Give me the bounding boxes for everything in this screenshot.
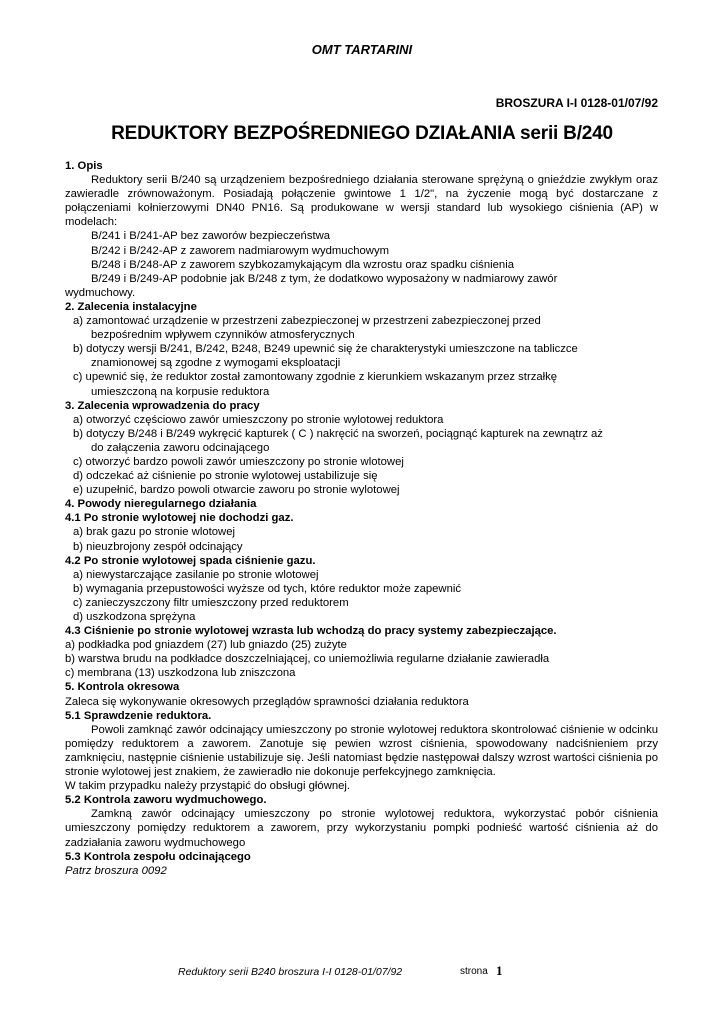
subsection-heading: 5.1 Sprawdzenie reduktora. [65, 709, 212, 722]
list-item: a) zamontować urządzenie w przestrzeni zabezpieczonej w przestrzeni zabezpieczonej przed [73, 315, 541, 328]
list-item: a) brak gazu po stronie wlotowej [73, 526, 236, 539]
section-heading: 4. Powody nieregularnego działania [65, 498, 257, 511]
list-item: b) dotyczy B/248 i B/249 wykręcić kapturek ( C ) nakręcić na sworzeń, pociągnąć kapturek na zewnątrz aż [73, 427, 603, 440]
section-heading: 2. Zalecenia instalacyjne [65, 300, 197, 313]
paragraph: Zamkną zawór odcinający umieszczony po stronie wylotowej reduktora, wykorzystać pobór ciśnienia umieszczony pomiędzy reduktorem a zaworem, przy wykorzystaniu pompki podnieść wartość ciśnienia aż do zadziałania zaworu wydmuchowego [65, 808, 658, 849]
list-item: a) niewystarczające zasilanie po stronie wlotowej [73, 568, 319, 581]
page-title: REDUKTORY BEZPOŚREDNIEGO DZIAŁANIA serii B/240 [111, 123, 613, 144]
page-number: 1 [496, 963, 503, 978]
list-item: B/242 i B/242-AP z zaworem nadmiarowym wydmuchowym [91, 244, 390, 257]
paragraph: Reduktory serii B/240 są urządzeniem bezpośredniego działania sterowane sprężyną o gnieździe zwykłym oraz zawieradle zrównoważonym. Posiadają połączenie gwintowe 1 1/2", na życzenie mogą być dostarczane z połączeniami kołnierzowymi DN40 PN16. Są produkowane w wersji standard lub wysokiego ciśnienia (AP) w modelach: [65, 174, 658, 229]
document-number: BROSZURA I-I 0128-01/07/92 [495, 96, 658, 110]
list-item: e) uzupełnić, bardzo powoli otwarcie zaworu po stronie wylotowej [73, 484, 400, 497]
section-heading: 1. Opis [65, 160, 103, 172]
list-item: d) uszkodzona sprężyna [73, 611, 196, 623]
footer-text: Reduktory serii B240 broszura I-I 0128-01/07/92 [178, 966, 403, 978]
list-item: b) nieuzbrojony zespół odcinający [73, 540, 243, 553]
list-item: b) warstwa brudu na podkładce doszczelniającej, co uniemożliwia regularne działanie zawieradła [65, 653, 550, 666]
list-item-continuation: bezpośrednim wpływem czynników atmosferycznych [91, 329, 355, 342]
document-body [65, 159, 658, 878]
list-item: b) dotyczy wersji B/241, B/242, B248, B249 upewnić się że charakterystyki umieszczone na tabliczce [73, 343, 578, 356]
subsection-heading: 5.3 Kontrola zespołu odcinającego [65, 850, 251, 863]
list-item: c) membrana (13) uszkodzona lub zniszczona [65, 667, 296, 680]
list-item: b) wymagania przepustowości wyższe od tych, które reduktor może zapewnić [73, 582, 462, 595]
list-item: a) otworzyć częściowo zawór umieszczony po stronie wylotowej reduktora [73, 413, 444, 426]
subsection-heading: 4.1 Po stronie wylotowej nie dochodzi gaz. [65, 512, 294, 525]
company-name: OMT TARTARINI [311, 42, 413, 57]
paragraph: Zaleca się wykonywanie okresowych przeglądów sprawności działania reduktora [65, 695, 469, 708]
list-item: a) podkładka pod gniazdem (27) lub gniazdo (25) zużyte [65, 639, 347, 652]
list-item: c) upewnić się, że reduktor został zamontowany zgodnie z kierunkiem wskazanym przez strzałkę [73, 371, 558, 384]
section-heading: 5. Kontrola okresowa [65, 681, 180, 694]
subsection-heading: 5.2 Kontrola zaworu wydmuchowego. [65, 794, 267, 807]
list-item: B/248 i B/248-AP z zaworem szybkozamykającym dla wzrostu oraz spadku ciśnienia [91, 258, 514, 271]
list-item-continuation: do załączenia zaworu odcinającego [91, 441, 270, 454]
section-heading: 3. Zalecenia wprowadzenia do pracy [65, 399, 260, 412]
list-item: B/241 i B/241-AP bez zaworów bezpieczeństwa [91, 230, 331, 243]
list-item: B/249 i B/249-AP podobnie jak B/248 z tym, że dodatkowo wyposażony w nadmiarowy zawór [91, 272, 558, 285]
subsection-heading: 4.2 Po stronie wylotowej spada ciśnienie gazu. [65, 554, 316, 567]
list-item-continuation: wydmuchowy. [65, 286, 136, 299]
list-item: d) odczekać aż ciśnienie po stronie wylotowej ustabilizuje się [73, 470, 378, 483]
paragraph: Powoli zamknąć zawór odcinający umieszczony po stronie wylotowej reduktora skontrolować ciśnienie w odcinku pomiędzy reduktorem a zaworem. Zanotuje się pewien wzrost ciśnienia, spowodowany nadciśnieniem przy zamknięciu, następnie ciśnienie ustabilizuje się. Jeśli natomiast będzie następował dalszy wzrost wartości ciśnienia po stronie wylotowej jest znakiem, że zawieradło nie dokonuje perfekcyjnego zamknięcia. [65, 723, 658, 779]
list-item-continuation: znamionowej są zgodne z wymogami eksploatacji [91, 357, 341, 370]
list-item: c) otworzyć bardzo powoli zawór umieszczony po stronie wlotowej [73, 455, 404, 468]
subsection-heading: 4.3 Ciśnienie po stronie wylotowej wzrasta lub wchodzą do pracy systemy zabezpieczające. [65, 625, 557, 638]
paragraph: W takim przypadku należy przystąpić do obsługi głównej. [65, 780, 351, 793]
list-item: c) zanieczyszczony filtr umieszczony przed reduktorem [73, 596, 349, 609]
reference-note: Patrz broszura 0092 [65, 864, 167, 877]
list-item-continuation: umieszczoną na korpusie reduktora [91, 385, 270, 398]
page-label: strona [460, 966, 488, 977]
